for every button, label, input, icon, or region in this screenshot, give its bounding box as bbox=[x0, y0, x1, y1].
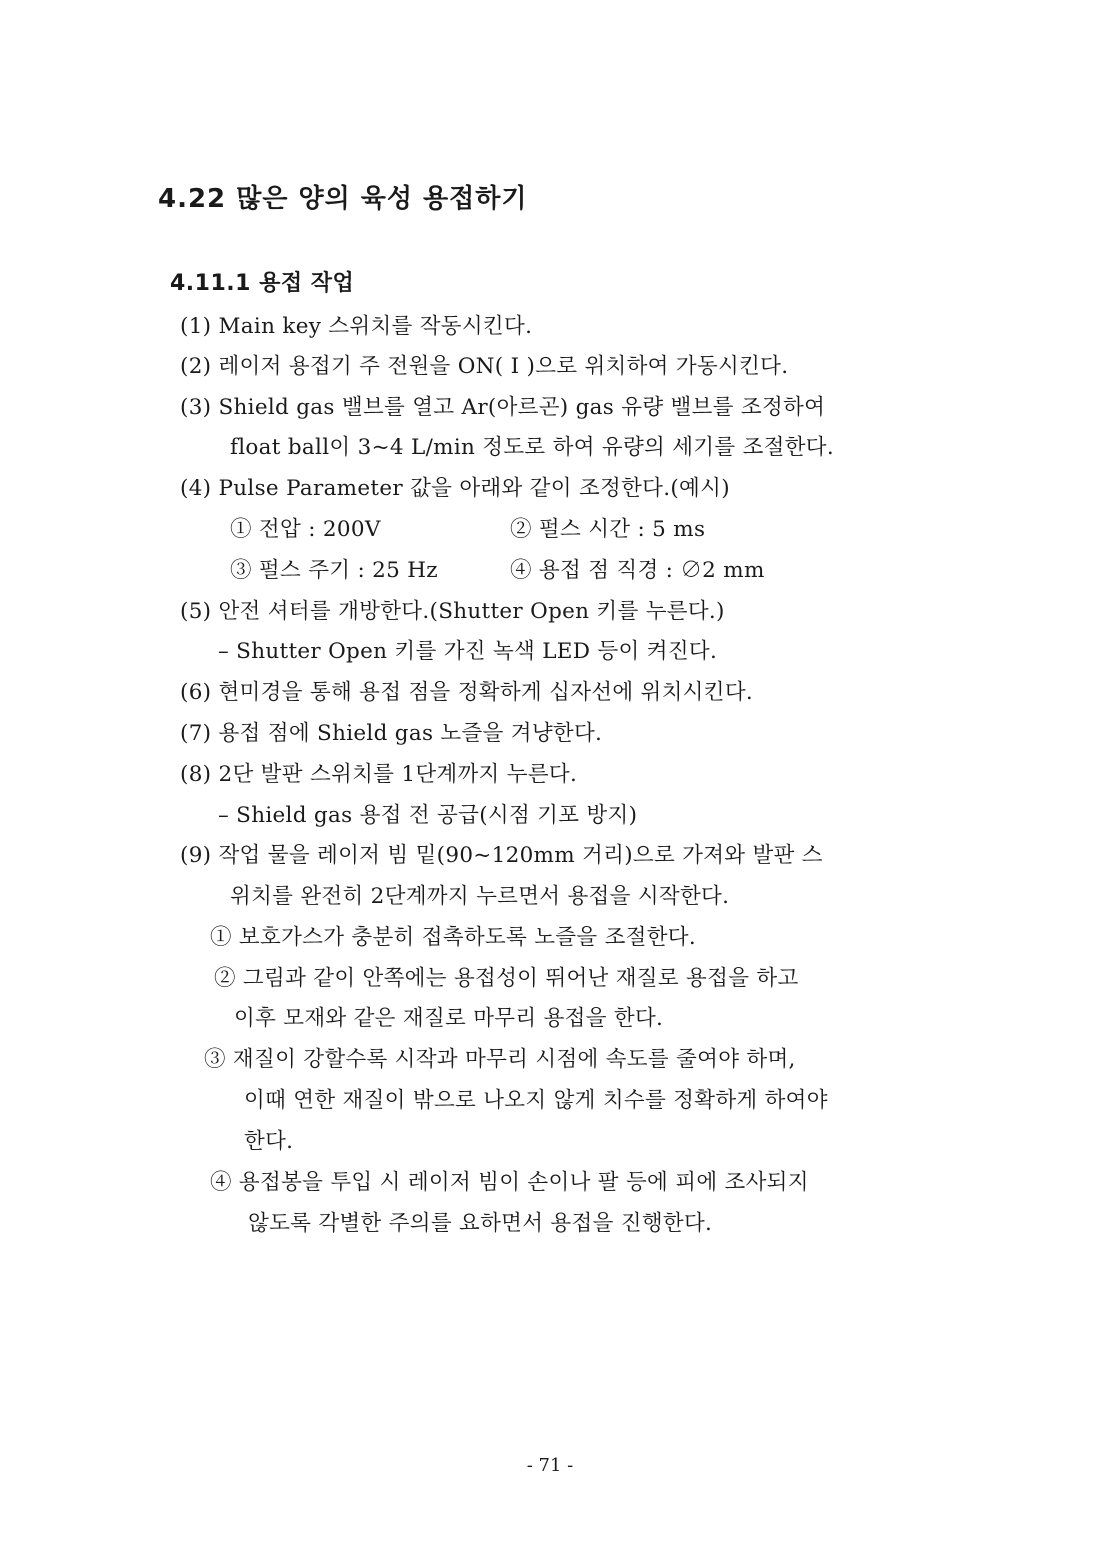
step-6: (6) 현미경을 통해 용접 점을 정확하게 십자선에 위치시킨다. bbox=[180, 680, 754, 705]
subsection-title: 4.11.1 용접 작업 bbox=[170, 271, 355, 296]
step-8: (8) 2단 발판 스위치를 1단계까지 누른다. bbox=[180, 762, 578, 787]
substep-4: ④ 용접봉을 투입 시 레이저 빔이 손이나 팔 등에 피에 조사되지 bbox=[210, 1170, 809, 1195]
page-number: - 71 - bbox=[526, 1455, 574, 1476]
param-spot-diameter: ④ 용접 점 직경 : ∅2 mm bbox=[510, 558, 765, 583]
step-1: (1) Main key 스위치를 작동시킨다. bbox=[180, 314, 533, 339]
step-4: (4) Pulse Parameter 값을 아래와 같이 조정한다.(예시) bbox=[180, 476, 730, 501]
step-7: (7) 용접 점에 Shield gas 노즐을 겨냥한다. bbox=[180, 721, 603, 746]
substep-4-continued: 않도록 각별한 주의를 요하면서 용접을 진행한다. bbox=[248, 1211, 713, 1236]
substep-3-continued: 이때 연한 재질이 밖으로 나오지 않게 치수를 정확하게 하여야 bbox=[244, 1088, 828, 1113]
step-2: (2) 레이저 용접기 주 전원을 ON( I )으로 위치하여 가동시킨다. bbox=[180, 354, 789, 379]
step-3: (3) Shield gas 밸브를 열고 Ar(아르곤) gas 유량 밸브를 조정하여 bbox=[180, 395, 826, 420]
step-3-continued: float ball이 3~4 L/min 정도로 하여 유량의 세기를 조절한다. bbox=[230, 435, 834, 460]
substep-2: ② 그림과 같이 안쪽에는 용접성이 뛰어난 재질로 용접을 하고 bbox=[214, 966, 799, 991]
param-voltage: ① 전압 : 200V bbox=[230, 517, 381, 542]
param-pulse-period: ③ 펄스 주기 : 25 Hz bbox=[230, 558, 438, 583]
step-9-continued: 위치를 완전히 2단계까지 누르면서 용접을 시작한다. bbox=[230, 884, 730, 909]
step-8-note: – Shield gas 용접 전 공급(시점 기포 방지) bbox=[218, 803, 638, 828]
substep-3: ③ 재질이 강할수록 시작과 마무리 시점에 속도를 줄여야 하며, bbox=[204, 1047, 796, 1072]
step-5: (5) 안전 셔터를 개방한다.(Shutter Open 키를 누른다.) bbox=[180, 599, 725, 624]
substep-3-end: 한다. bbox=[244, 1129, 294, 1154]
section-title: 4.22 많은 양의 육성 용접하기 bbox=[158, 184, 528, 214]
param-pulse-time: ② 펄스 시간 : 5 ms bbox=[510, 517, 706, 542]
step-9: (9) 작업 물을 레이저 빔 밑(90~120mm 거리)으로 가져와 발판 스 bbox=[180, 843, 823, 868]
substep-2-continued: 이후 모재와 같은 재질로 마무리 용접을 한다. bbox=[234, 1006, 664, 1031]
step-5-note: – Shutter Open 키를 가진 녹색 LED 등이 켜진다. bbox=[218, 639, 718, 664]
substep-1: ① 보호가스가 충분히 접촉하도록 노즐을 조절한다. bbox=[210, 925, 696, 950]
